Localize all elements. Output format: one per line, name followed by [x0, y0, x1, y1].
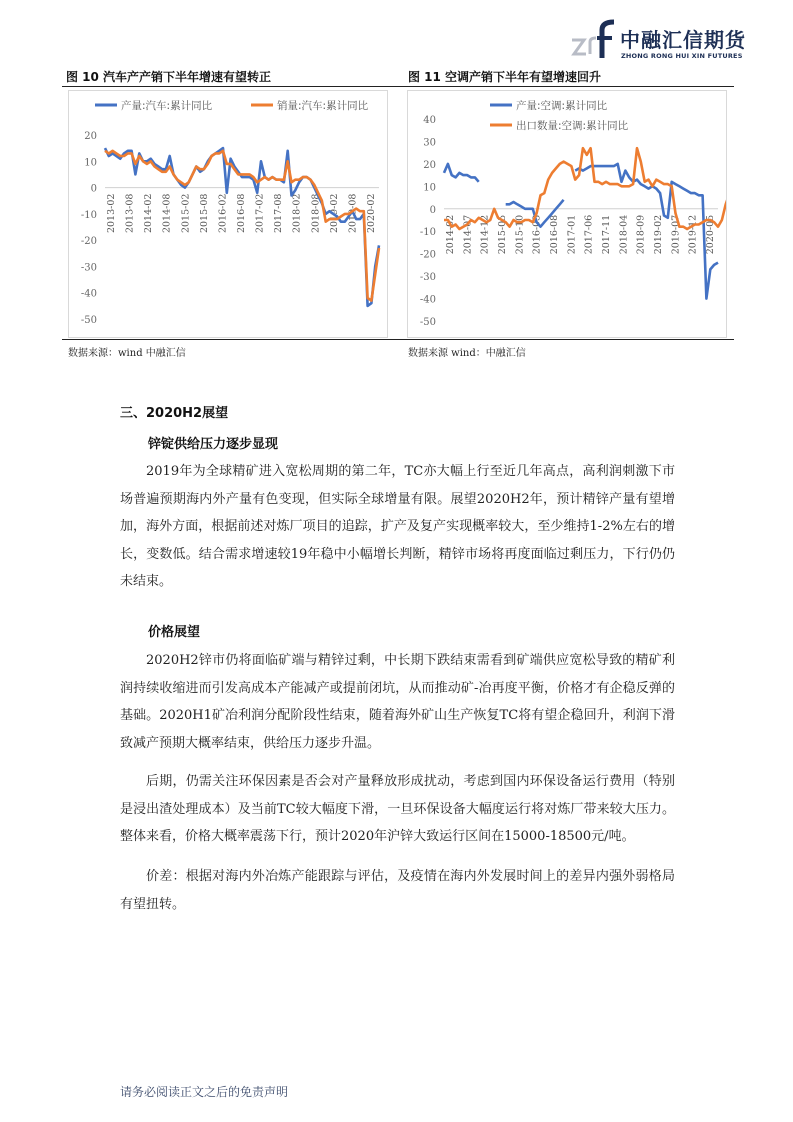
- x-tick-label: 2014-08: [161, 193, 173, 234]
- x-tick-label: 2014-07: [462, 214, 474, 255]
- y-tick-label: 40: [423, 115, 436, 126]
- y-tick-label: 10: [423, 182, 436, 194]
- chart-aircon-production-export: [407, 90, 727, 338]
- y-tick-label: -40: [80, 288, 97, 300]
- legend-label-0: 产量:汽车:累计同比: [121, 100, 213, 112]
- x-tick-label: 2017-11: [601, 214, 612, 255]
- chart-aircon-svg: [408, 91, 726, 337]
- x-tick-label: 2019-07: [670, 214, 682, 255]
- y-tick-label: 30: [423, 137, 436, 149]
- y-tick-label: -40: [419, 294, 436, 306]
- y-tick-label: 20: [84, 131, 97, 142]
- subheading-supply: 锌锭供给压力逐步显现: [148, 437, 279, 452]
- x-tick-label: 2017-06: [583, 214, 595, 255]
- y-tick-label: -50: [419, 317, 436, 328]
- x-tick-label: 2016-03: [531, 214, 543, 255]
- x-tick-label: 2020-02: [366, 193, 377, 234]
- chart-car-svg: [69, 91, 387, 337]
- y-tick-label: -50: [80, 315, 97, 326]
- x-tick-label: 2014-02: [445, 214, 456, 255]
- figure-10-source: 数据来源：wind 中融汇信: [68, 348, 186, 359]
- x-tick-label: 2016-08: [236, 193, 247, 234]
- x-tick-label: 2015-08: [198, 193, 210, 234]
- paragraph-supply: 2019年为全球精矿进入宽松周期的第二年，TC亦大幅上行至近几年高点，高利润刺激下市场普遍预期海内外产量有色变现，但实际全球增量有限。展望2020H2年，预计精锌产量有望增加，海外方面，根据前述对炼厂项目的追踪，扩产及复产实现概率较大，至少维持1-2%左右的增长，变数低。结合需求增速较19年稳中小幅增长判断，精锌市场将再度面临过剩压力，下行仍仍未结束。: [120, 464, 675, 589]
- y-tick-label: -10: [419, 227, 436, 239]
- x-tick-label: 2018-09: [635, 214, 647, 255]
- figure-10-title: 图 10 汽车产产销下半年增速有望转正: [66, 70, 272, 84]
- x-tick-label: 2019-12: [687, 214, 699, 255]
- y-tick-label: -20: [80, 236, 97, 248]
- figure-bottom-rule: [62, 339, 734, 340]
- x-tick-label: 2018-02: [291, 193, 303, 234]
- y-tick-label: -30: [80, 262, 97, 274]
- logo-english-name: ZHONG RONG HUI XIN FUTURES: [621, 52, 743, 60]
- x-tick-label: 2015-10: [514, 214, 526, 255]
- x-tick-label: 2018-04: [618, 214, 630, 255]
- x-tick-label: 2014-12: [479, 214, 491, 255]
- x-tick-label: 2019-02: [328, 193, 340, 234]
- x-tick-label: 2020-05: [705, 214, 716, 255]
- x-tick-label: 2017-08: [273, 193, 285, 234]
- figure-top-rule: [62, 86, 734, 87]
- y-tick-label: 20: [423, 159, 436, 171]
- chart-car-production-sales: [68, 90, 388, 338]
- x-tick-label: 2013-02: [106, 193, 117, 234]
- x-tick-label: 2016-02: [217, 193, 229, 234]
- company-logo: [570, 18, 745, 66]
- paragraph-price: 2020H2锌市仍将面临矿端与精锌过剩，中长期下跌结束需看到矿端供应宽松导致的精矿利润持续收缩进而引发高成本产能减产或提前闭坑，从而推动矿-冶再度平衡，价格才有企稳反弹的基础。2020H1矿冶利润分配阶段性结束，随着海外矿山生产恢复TC将有望企稳回升，利润下滑致减产预期大概率结束，供给压力逐步升温。: [120, 653, 675, 751]
- footer-disclaimer: 请务必阅读正文之后的免责声明: [120, 1085, 289, 1099]
- legend-label-0: 产量:空调:累计同比: [516, 100, 608, 112]
- x-tick-label: 2016-08: [549, 214, 560, 255]
- figure-11-source: 数据来源 wind：中融汇信: [408, 348, 526, 359]
- paragraph-environment: 后期，仍需关注环保因素是否会对产量释放形成扰动，考虑到国内环保设备运行费用（特别是浸出渣处理成本）及当前TC较大幅度下滑，一旦环保设备大幅度运行将对炼厂带来较大压力。整体来看，价格大概率震荡下行，预计2020年沪锌大致运行区间在15000-18500元/吨。: [120, 774, 675, 844]
- x-tick-label: 2013-08: [124, 193, 136, 234]
- y-tick-label: -30: [419, 272, 436, 284]
- logo-mark-icon: [570, 18, 618, 62]
- logo-chinese-name: 中融汇信期货: [620, 28, 746, 52]
- x-tick-label: 2019-08: [347, 193, 359, 234]
- y-tick-label: -10: [80, 209, 97, 221]
- x-tick-label: 2015-05: [497, 214, 508, 255]
- legend-label-1: 销量:汽车:累计同比: [277, 100, 369, 112]
- y-tick-label: 10: [84, 157, 97, 169]
- legend-label-1: 出口数量:空调:累计同比: [516, 120, 629, 132]
- x-tick-label: 2015-02: [180, 193, 192, 234]
- subheading-price: 价格展望: [148, 625, 201, 640]
- x-tick-label: 2017-01: [566, 214, 578, 255]
- x-tick-label: 2014-02: [143, 193, 155, 234]
- x-tick-label: 2017-02: [254, 193, 266, 234]
- section-heading: 三、2020H2展望: [120, 406, 229, 421]
- paragraph-spread: 价差：根据对海内外冶炼产能跟踪与评估，及疫情在海内外发展时间上的差异内强外弱格局有望扭转。: [120, 869, 675, 912]
- y-tick-label: 0: [429, 204, 436, 216]
- figure-11-title: 图 11 空调产销下半年有望增速回升: [408, 70, 602, 84]
- y-tick-label: -20: [419, 249, 436, 261]
- x-tick-label: 2018-08: [310, 193, 322, 234]
- y-tick-label: 0: [90, 183, 97, 195]
- x-tick-label: 2019-02: [653, 214, 664, 255]
